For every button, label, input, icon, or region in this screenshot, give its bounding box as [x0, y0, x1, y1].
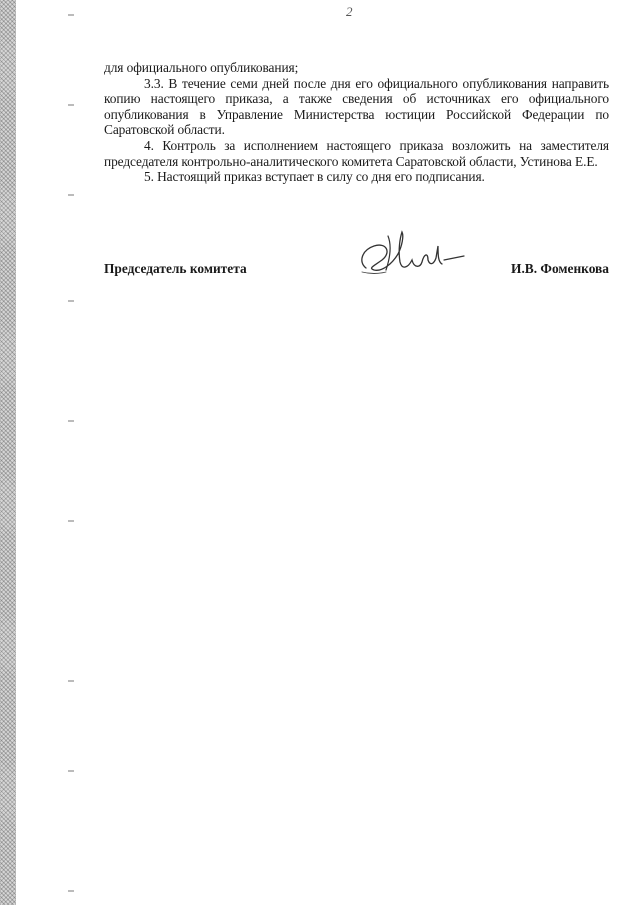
signatory-name: И.В. Фоменкова — [511, 261, 609, 276]
signatory-title: Председатель комитета — [104, 261, 247, 276]
handwritten-signature — [352, 224, 472, 284]
signature-block — [104, 254, 609, 284]
paragraph-continuation: для официального опубликования; — [104, 60, 299, 75]
paragraph-4: 4. Контроль за исполнением настоящего приказа возложить на заместителя председателя контрольно-аналитического комитета Саратовской области, Устинова Е.Е. — [104, 137, 609, 169]
margin-mark — [68, 300, 74, 302]
scan-border-strip — [0, 0, 16, 905]
margin-mark — [68, 194, 74, 196]
paragraph-5: 5. Настоящий приказ вступает в силу со дня его подписания. — [144, 169, 485, 185]
margin-mark — [68, 770, 74, 772]
margin-mark — [68, 680, 74, 682]
paragraph-3-3: 3.3. В течение семи дней после дня его официального опубликования направить копию настоящего приказа, а также сведения об источниках его официального опубликования в Управление Министерства юстиции Российской Федерации по Саратовской области. — [104, 75, 609, 138]
page-number: 2 — [346, 4, 353, 19]
margin-mark — [68, 104, 74, 106]
margin-mark — [68, 420, 74, 422]
margin-mark — [68, 14, 74, 16]
margin-mark — [68, 890, 74, 892]
document-body — [104, 60, 609, 185]
margin-mark — [68, 520, 74, 522]
